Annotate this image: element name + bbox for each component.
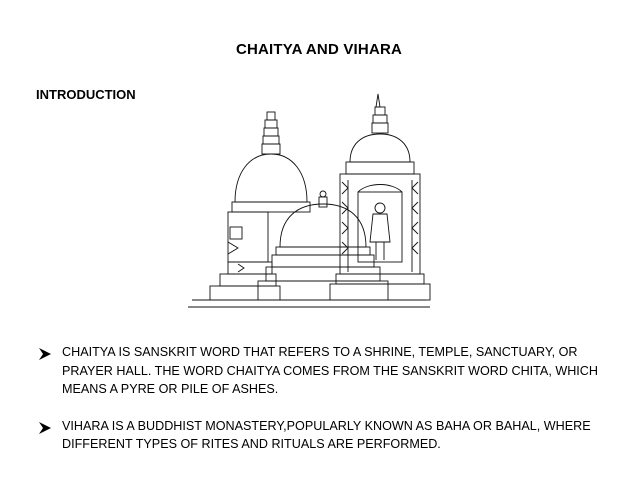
bullet-list <box>36 343 611 472</box>
section-heading: INTRODUCTION <box>36 87 136 102</box>
chaitya-stupa-drawing-icon <box>180 92 445 314</box>
left-stupa <box>210 112 310 300</box>
arrow-bullet-icon <box>38 347 52 366</box>
bullet-text: CHAITYA IS SANSKRIT WORD THAT REFERS TO A SHRINE, TEMPLE, SANCTUARY, OR PRAYER HALL. THE WORD CHAITYA COMES FROM THE SANSKRIT WORD CHITA, WHICH MEANS A PYRE OR PILE OF ASHES. <box>62 345 598 396</box>
bullet-text: VIHARA IS A BUDDHIST MONASTERY,POPULARLY KNOWN AS BAHA OR BAHAL, WHERE DIFFERENT TYPES OF RITES AND RITUALS ARE PERFORMED. <box>62 418 591 451</box>
chaitya-stupa-illustration <box>180 92 445 319</box>
bullet-item-chaitya <box>36 343 611 399</box>
slide-title: CHAITYA AND VIHARA <box>235 41 403 58</box>
arrow-bullet-icon <box>38 421 52 440</box>
bullet-item-vihara <box>36 417 611 454</box>
